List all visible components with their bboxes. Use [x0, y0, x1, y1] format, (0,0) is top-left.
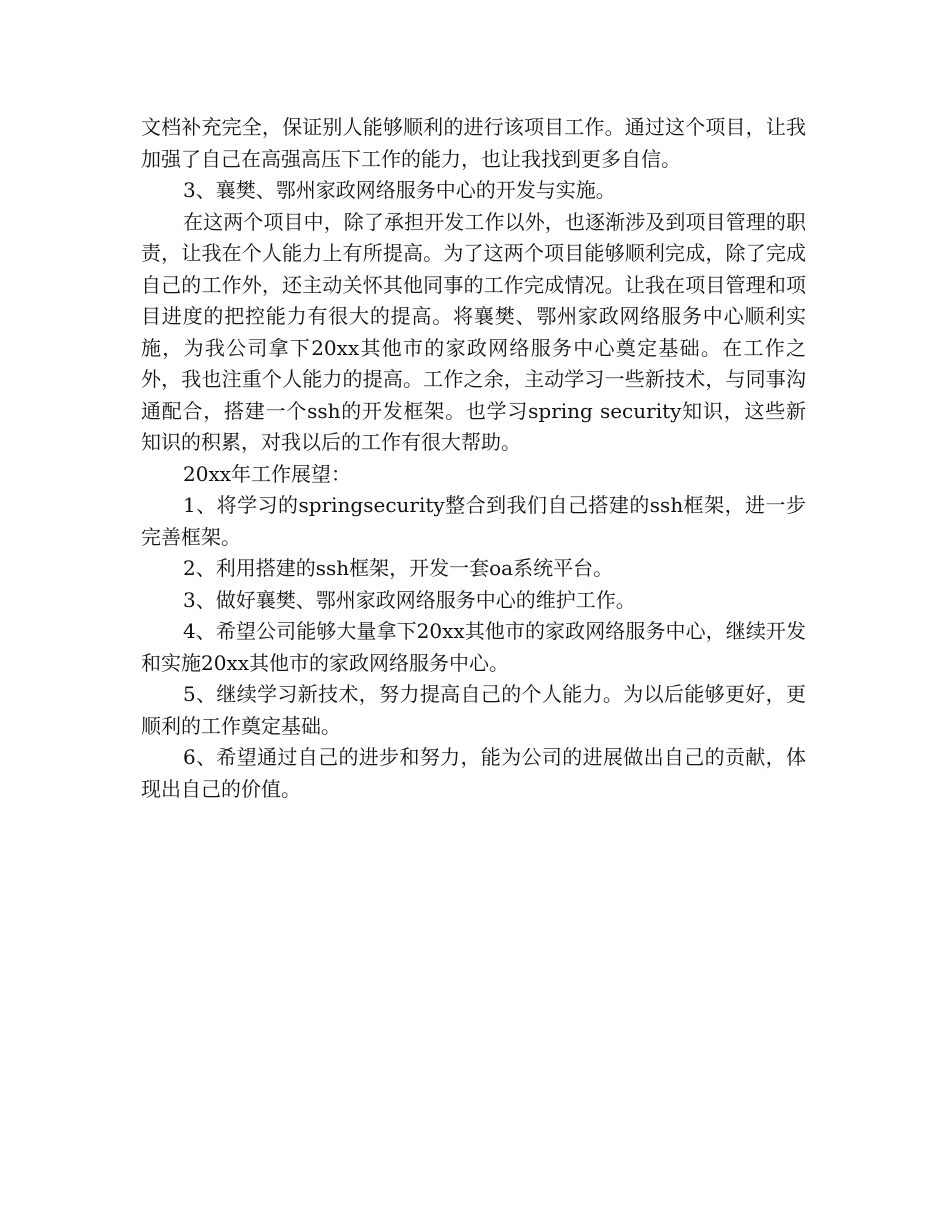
- paragraph-continuation: 文档补充完全，保证别人能够顺利的进行该项目工作。通过这个项目，让我加强了自己在高强高压下工作的能力，也让我找到更多自信。: [141, 115, 806, 171]
- paragraph-project-management: 在这两个项目中，除了承担开发工作以外，也逐渐涉及到项目管理的职责，让我在个人能力上有所提高。为了这两个项目能够顺利完成，除了完成自己的工作外，还主动关怀其他同事的工作完成情况。让我在项目管理和项目进度的把控能力有很大的提高。将襄樊、鄂州家政网络服务中心顺利实施，为我公司拿下20xx其他市的家政网络服务中心奠定基础。在工作之外，我也注重个人能力的提高。工作之余，主动学习一些新技术，与同事沟通配合，搭建一个ssh的开发框架。也学习spring security知识，这些新知识的积累，对我以后的工作有很大帮助。: [141, 209, 806, 454]
- outlook-item-2: 2、利用搭建的ssh框架，开发一套oa系统平台。: [183, 556, 614, 580]
- outlook-item-6: 6、希望通过自己的进步和努力，能为公司的进展做出自己的贡献，体现出自己的价值。: [141, 745, 806, 801]
- outlook-item-5: 5、继续学习新技术，努力提高自己的个人能力。为以后能够更好，更顺利的工作奠定基础。: [141, 682, 806, 738]
- outlook-item-3: 3、做好襄樊、鄂州家政网络服务中心的维护工作。: [183, 587, 636, 612]
- outlook-item-1: 1、将学习的springsecurity整合到我们自己搭建的ssh框架，进一步完善框架。: [141, 493, 806, 549]
- section-heading-outlook: 20xx年工作展望：: [183, 461, 352, 486]
- document-body: [141, 112, 806, 805]
- paragraph-item-3-xiangfan-ezhou: 3、襄樊、鄂州家政网络服务中心的开发与实施。: [183, 178, 616, 202]
- outlook-item-4: 4、希望公司能够大量拿下20xx其他市的家政网络服务中心，继续开发和实施20xx其他市的家政网络服务中心。: [141, 619, 806, 675]
